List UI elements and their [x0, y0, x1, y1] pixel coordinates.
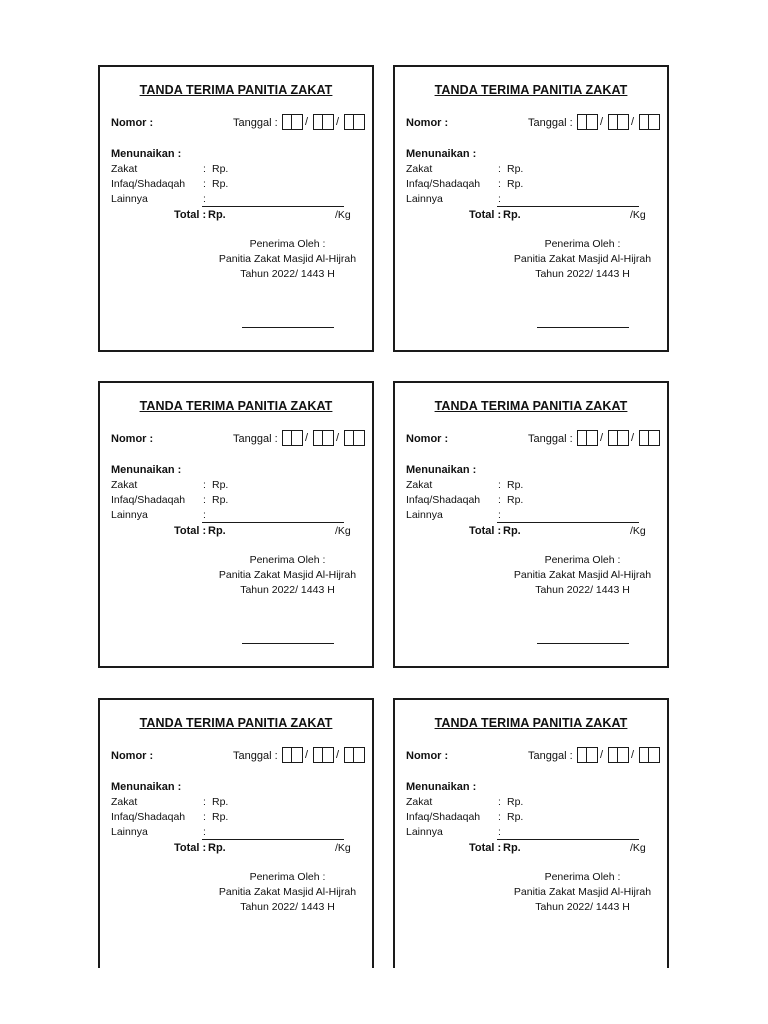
penerima-label: Penerima Oleh :: [249, 871, 326, 883]
infaq-value[interactable]: Rp.: [507, 178, 524, 190]
infaq-label: Infaq/Shadaqah: [111, 494, 186, 506]
date-day-box[interactable]: [577, 430, 598, 446]
penerima-label: Penerima Oleh :: [544, 238, 621, 250]
date-day-box[interactable]: [282, 430, 303, 446]
signature-line[interactable]: [242, 327, 334, 328]
receipt-title: TANDA TERIMA PANITIA ZAKAT: [434, 716, 628, 730]
signature-line[interactable]: [537, 327, 629, 328]
zakat-value[interactable]: Rp.: [507, 796, 524, 808]
year-label: Tahun 2022/ 1443 H: [535, 901, 630, 913]
date-month-box[interactable]: [608, 114, 629, 130]
committee-name: Panitia Zakat Masjid Al-Hijrah: [218, 253, 357, 265]
year-label: Tahun 2022/ 1443 H: [535, 268, 630, 280]
date-month-box[interactable]: [313, 747, 334, 763]
total-divider: [497, 522, 639, 523]
menunaikan-label: Menunaikan :: [111, 781, 182, 793]
tanggal-label: Tanggal :: [233, 117, 278, 129]
infaq-value[interactable]: Rp.: [507, 494, 524, 506]
receipt-title: TANDA TERIMA PANITIA ZAKAT: [139, 83, 333, 97]
menunaikan-label: Menunaikan :: [111, 464, 182, 476]
infaq-label: Infaq/Shadaqah: [406, 178, 481, 190]
menunaikan-label: Menunaikan :: [406, 781, 477, 793]
date-separator: /: [305, 116, 309, 128]
penerima-label: Penerima Oleh :: [249, 554, 326, 566]
receipt-card: [393, 65, 669, 352]
infaq-value[interactable]: Rp.: [507, 811, 524, 823]
menunaikan-label: Menunaikan :: [111, 148, 182, 160]
zakat-label: Zakat: [406, 479, 433, 491]
total-divider: [497, 206, 639, 207]
date-month-box[interactable]: [313, 430, 334, 446]
receipt-title: TANDA TERIMA PANITIA ZAKAT: [139, 716, 333, 730]
receipt-card: [98, 698, 374, 968]
tanggal-label: Tanggal :: [528, 433, 573, 445]
zakat-label: Zakat: [111, 163, 138, 175]
date-year-box[interactable]: [344, 747, 365, 763]
date-year-box[interactable]: [344, 430, 365, 446]
total-value[interactable]: Rp.: [208, 842, 226, 854]
date-separator: /: [600, 116, 604, 128]
zakat-value[interactable]: Rp.: [507, 163, 524, 175]
infaq-value[interactable]: Rp.: [212, 811, 229, 823]
zakat-label: Zakat: [406, 796, 433, 808]
total-label: Total :: [469, 525, 502, 537]
date-month-box[interactable]: [313, 114, 334, 130]
infaq-colon: :: [498, 494, 501, 506]
date-day-box[interactable]: [282, 747, 303, 763]
total-label: Total :: [174, 209, 207, 221]
year-label: Tahun 2022/ 1443 H: [535, 584, 630, 596]
lainnya-colon: :: [498, 826, 501, 838]
date-separator: /: [600, 749, 604, 761]
date-year-box[interactable]: [344, 114, 365, 130]
zakat-colon: :: [203, 163, 206, 175]
nomor-label: Nomor :: [406, 117, 449, 129]
total-value[interactable]: Rp.: [503, 209, 521, 221]
total-value[interactable]: Rp.: [503, 525, 521, 537]
date-separator: /: [305, 749, 309, 761]
total-value[interactable]: Rp.: [208, 209, 226, 221]
date-year-box[interactable]: [639, 430, 660, 446]
total-label: Total :: [469, 842, 502, 854]
zakat-label: Zakat: [111, 796, 138, 808]
nomor-label: Nomor :: [111, 433, 154, 445]
unit-kg: /Kg: [630, 209, 646, 221]
year-label: Tahun 2022/ 1443 H: [240, 268, 335, 280]
zakat-colon: :: [498, 479, 501, 491]
signature-line[interactable]: [537, 643, 629, 644]
infaq-label: Infaq/Shadaqah: [406, 494, 481, 506]
lainnya-label: Lainnya: [111, 826, 148, 838]
date-separator: /: [305, 432, 309, 444]
total-label: Total :: [174, 525, 207, 537]
total-label: Total :: [469, 209, 502, 221]
date-year-box[interactable]: [639, 747, 660, 763]
date-month-box[interactable]: [608, 430, 629, 446]
committee-name: Panitia Zakat Masjid Al-Hijrah: [513, 569, 652, 581]
unit-kg: /Kg: [630, 525, 646, 537]
committee-name: Panitia Zakat Masjid Al-Hijrah: [218, 569, 357, 581]
infaq-colon: :: [498, 811, 501, 823]
tanggal-label: Tanggal :: [528, 117, 573, 129]
zakat-colon: :: [498, 796, 501, 808]
lainnya-label: Lainnya: [111, 193, 148, 205]
signature-line[interactable]: [242, 643, 334, 644]
receipt-card: [393, 698, 669, 968]
committee-name: Panitia Zakat Masjid Al-Hijrah: [218, 886, 357, 898]
date-separator: /: [631, 116, 635, 128]
total-divider: [497, 839, 639, 840]
receipt-title: TANDA TERIMA PANITIA ZAKAT: [139, 399, 333, 413]
date-separator: /: [600, 432, 604, 444]
total-label: Total :: [174, 842, 207, 854]
unit-kg: /Kg: [335, 209, 351, 221]
infaq-colon: :: [498, 178, 501, 190]
zakat-value[interactable]: Rp.: [212, 163, 229, 175]
total-value[interactable]: Rp.: [208, 525, 226, 537]
lainnya-colon: :: [203, 826, 206, 838]
receipt-card: [393, 381, 669, 668]
receipt-card: [98, 381, 374, 668]
lainnya-label: Lainnya: [406, 193, 443, 205]
unit-kg: /Kg: [335, 842, 351, 854]
receipt-title: TANDA TERIMA PANITIA ZAKAT: [434, 83, 628, 97]
date-day-box[interactable]: [282, 114, 303, 130]
penerima-label: Penerima Oleh :: [544, 871, 621, 883]
year-label: Tahun 2022/ 1443 H: [240, 901, 335, 913]
nomor-label: Nomor :: [406, 750, 449, 762]
unit-kg: /Kg: [335, 525, 351, 537]
nomor-label: Nomor :: [111, 750, 154, 762]
penerima-label: Penerima Oleh :: [249, 238, 326, 250]
infaq-value[interactable]: Rp.: [212, 494, 229, 506]
total-divider: [202, 206, 344, 207]
infaq-label: Infaq/Shadaqah: [111, 178, 186, 190]
lainnya-label: Lainnya: [406, 509, 443, 521]
date-month-box[interactable]: [608, 747, 629, 763]
total-value[interactable]: Rp.: [503, 842, 521, 854]
date-separator: /: [336, 432, 340, 444]
infaq-colon: :: [203, 811, 206, 823]
zakat-value[interactable]: Rp.: [507, 479, 524, 491]
zakat-colon: :: [498, 163, 501, 175]
date-day-box[interactable]: [577, 747, 598, 763]
date-separator: /: [336, 749, 340, 761]
lainnya-colon: :: [203, 509, 206, 521]
zakat-label: Zakat: [406, 163, 433, 175]
menunaikan-label: Menunaikan :: [406, 464, 477, 476]
committee-name: Panitia Zakat Masjid Al-Hijrah: [513, 253, 652, 265]
tanggal-label: Tanggal :: [233, 750, 278, 762]
menunaikan-label: Menunaikan :: [406, 148, 477, 160]
zakat-value[interactable]: Rp.: [212, 796, 229, 808]
total-divider: [202, 839, 344, 840]
zakat-colon: :: [203, 796, 206, 808]
infaq-label: Infaq/Shadaqah: [406, 811, 481, 823]
lainnya-colon: :: [203, 193, 206, 205]
date-separator: /: [336, 116, 340, 128]
zakat-value[interactable]: Rp.: [212, 479, 229, 491]
infaq-colon: :: [203, 494, 206, 506]
lainnya-label: Lainnya: [406, 826, 443, 838]
year-label: Tahun 2022/ 1443 H: [240, 584, 335, 596]
lainnya-colon: :: [498, 193, 501, 205]
tanggal-label: Tanggal :: [233, 433, 278, 445]
date-day-box[interactable]: [577, 114, 598, 130]
lainnya-colon: :: [498, 509, 501, 521]
date-year-box[interactable]: [639, 114, 660, 130]
nomor-label: Nomor :: [111, 117, 154, 129]
zakat-colon: :: [203, 479, 206, 491]
lainnya-label: Lainnya: [111, 509, 148, 521]
total-divider: [202, 522, 344, 523]
penerima-label: Penerima Oleh :: [544, 554, 621, 566]
committee-name: Panitia Zakat Masjid Al-Hijrah: [513, 886, 652, 898]
nomor-label: Nomor :: [406, 433, 449, 445]
tanggal-label: Tanggal :: [528, 750, 573, 762]
receipt-title: TANDA TERIMA PANITIA ZAKAT: [434, 399, 628, 413]
infaq-value[interactable]: Rp.: [212, 178, 229, 190]
receipt-card: [98, 65, 374, 352]
unit-kg: /Kg: [630, 842, 646, 854]
zakat-label: Zakat: [111, 479, 138, 491]
date-separator: /: [631, 749, 635, 761]
infaq-label: Infaq/Shadaqah: [111, 811, 186, 823]
infaq-colon: :: [203, 178, 206, 190]
date-separator: /: [631, 432, 635, 444]
